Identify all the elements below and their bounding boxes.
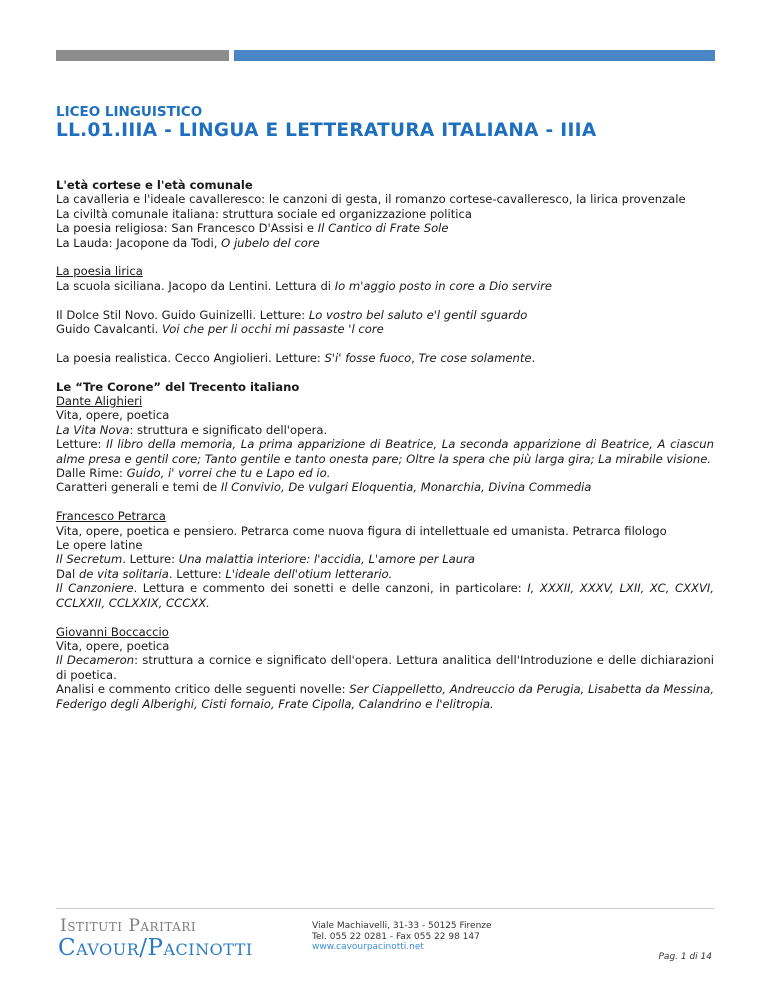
text: : struttura e significato dell'opera. bbox=[129, 422, 328, 437]
paragraph: La civiltà comunale italiana: struttura sociale ed organizzazione politica bbox=[56, 206, 472, 221]
work-title: Una malattia interiore: l'accidia, L'amore per Laura bbox=[178, 552, 475, 567]
footer-divider bbox=[56, 908, 714, 909]
paragraph bbox=[56, 221, 714, 235]
header-blue-bar bbox=[234, 50, 715, 61]
paragraph bbox=[56, 567, 714, 581]
text: Il Dolce Stil Novo. Guido Guinizelli. Letture: bbox=[56, 307, 309, 322]
paragraph: Le opere latine bbox=[56, 538, 143, 553]
school-name: LICEO LINGUISTICO bbox=[56, 104, 203, 120]
work-title: Lo vostro bel saluto e'l gentil sguardo bbox=[308, 307, 528, 322]
work-title: La Vita Nova bbox=[56, 422, 130, 437]
footer-phone: Tel. 055 22 0281 - Fax 055 22 98 147 bbox=[312, 931, 480, 942]
footer-website-link[interactable]: www.cavourpacinotti.net bbox=[312, 942, 424, 952]
paragraph bbox=[56, 236, 714, 250]
work-title: S'i' fosse fuoco bbox=[324, 350, 412, 365]
paragraph: La cavalleria e l'ideale cavalleresco: le canzoni di gesta, il romanzo cortese-cavalleresco, la lirica provenzale bbox=[56, 192, 686, 207]
work-title: Voi che per li occhi mi passaste 'l core bbox=[162, 322, 384, 337]
text: La poesia realistica. Cecco Angiolieri. Letture: bbox=[56, 350, 325, 365]
section-heading: L'età cortese e l'età comunale bbox=[56, 178, 253, 192]
document-title: LL.01.IIIA - LINGUA E LETTERATURA ITALIANA - IIIA bbox=[56, 120, 597, 141]
work-title: L'ideale dell'otium letterario. bbox=[225, 566, 393, 581]
work-title: de vita solitaria bbox=[78, 566, 169, 581]
footer-address: Viale Machiavelli, 31-33 - 50125 Firenze bbox=[312, 921, 492, 931]
work-title: Il Secretum bbox=[56, 552, 123, 567]
paragraph: Vita, opere, poetica bbox=[56, 408, 170, 423]
text: La Lauda: Jacopone da Todi, bbox=[56, 235, 222, 250]
text: . bbox=[531, 350, 536, 365]
section-heading: Le “Tre Corone” del Trecento italiano bbox=[56, 379, 300, 394]
work-title: I, XXXII, XXXV, LXII, XC, CXXVI, CCLXXII, CCLXXIX, CCCXX. bbox=[56, 581, 714, 610]
text: . Letture: bbox=[122, 552, 179, 567]
work-title: Il Convivio, De vulgari Eloquentia, Monarchia, Divina Commedia bbox=[220, 480, 592, 495]
footer-address-block bbox=[312, 921, 492, 953]
paragraph: Vita, opere, poetica bbox=[56, 638, 170, 653]
text: La scuola siciliana. Jacopo da Lentini. Lettura di bbox=[56, 278, 335, 293]
header-gray-bar bbox=[56, 50, 229, 61]
logo-line-1: Istituti Paritari bbox=[60, 916, 197, 936]
work-title: Il libro della memoria, La prima apparizione di Beatrice, La seconda apparizione di Beatrice, A ciascun alme presa e gentil core; Tanto gentile e tanto onesta pare; Oltre la spera che più larga gira; La mirabile visione. bbox=[56, 437, 714, 466]
paragraph bbox=[56, 653, 714, 682]
paragraph bbox=[56, 682, 714, 711]
author-heading: Dante Alighieri bbox=[56, 394, 143, 409]
document-body bbox=[56, 178, 714, 711]
work-title: Io m'aggio posto in core a Dio servire bbox=[334, 278, 552, 293]
work-title: Il Canzoniere bbox=[56, 581, 134, 596]
text: Guido Cavalcanti. bbox=[56, 322, 163, 337]
text: . Letture: bbox=[168, 566, 226, 581]
paragraph bbox=[56, 351, 714, 365]
text: : struttura a cornice e significato dell'opera. Lettura analitica dell'Introduzione e delle dichiarazioni di poetica. bbox=[56, 653, 714, 682]
work-title: Ser Ciappelletto, Andreuccio da Perugia, Lisabetta da Messina, Federigo degli Alberighi, Cisti fornaio, Frate Cipolla, Calandrino e l'elitropia. bbox=[56, 682, 714, 711]
logo-line-2: Cavour/Pacinotti bbox=[58, 935, 253, 961]
work-title: O jubelo del core bbox=[221, 235, 320, 250]
paragraph bbox=[56, 480, 714, 494]
text: Analisi e commento critico delle seguenti novelle: bbox=[56, 682, 350, 697]
paragraph bbox=[56, 437, 714, 466]
work-title: Il Decameron bbox=[56, 653, 135, 668]
page-number: Pag. 1 di 14 bbox=[658, 952, 712, 962]
text: , bbox=[411, 350, 419, 365]
paragraph bbox=[56, 279, 714, 293]
section-heading: La poesia lirica bbox=[56, 264, 143, 279]
text: . Lettura e commento dei sonetti e delle canzoni, in particolare: bbox=[133, 581, 528, 596]
work-title: Tre cose solamente bbox=[418, 350, 532, 365]
paragraph bbox=[56, 322, 714, 336]
paragraph bbox=[56, 581, 714, 610]
author-heading: Giovanni Boccaccio bbox=[56, 624, 169, 639]
work-title: Il Cantico di Frate Sole bbox=[317, 221, 449, 236]
paragraph bbox=[56, 308, 714, 322]
text: Dal bbox=[56, 566, 79, 581]
author-heading: Francesco Petrarca bbox=[56, 509, 166, 524]
text: La poesia religiosa: San Francesco D'Assisi e bbox=[56, 221, 318, 236]
paragraph bbox=[56, 423, 714, 437]
work-title: Guido, i' vorrei che tu e Lapo ed io. bbox=[126, 466, 331, 481]
text: Dalle Rime: bbox=[56, 466, 127, 481]
paragraph bbox=[56, 552, 714, 566]
text: Caratteri generali e temi de bbox=[56, 480, 221, 495]
paragraph: Vita, opere, poetica e pensiero. Petrarca come nuova figura di intellettuale ed umanista. Petrarca filologo bbox=[56, 523, 667, 538]
text: Letture: bbox=[56, 437, 107, 452]
paragraph bbox=[56, 466, 714, 480]
